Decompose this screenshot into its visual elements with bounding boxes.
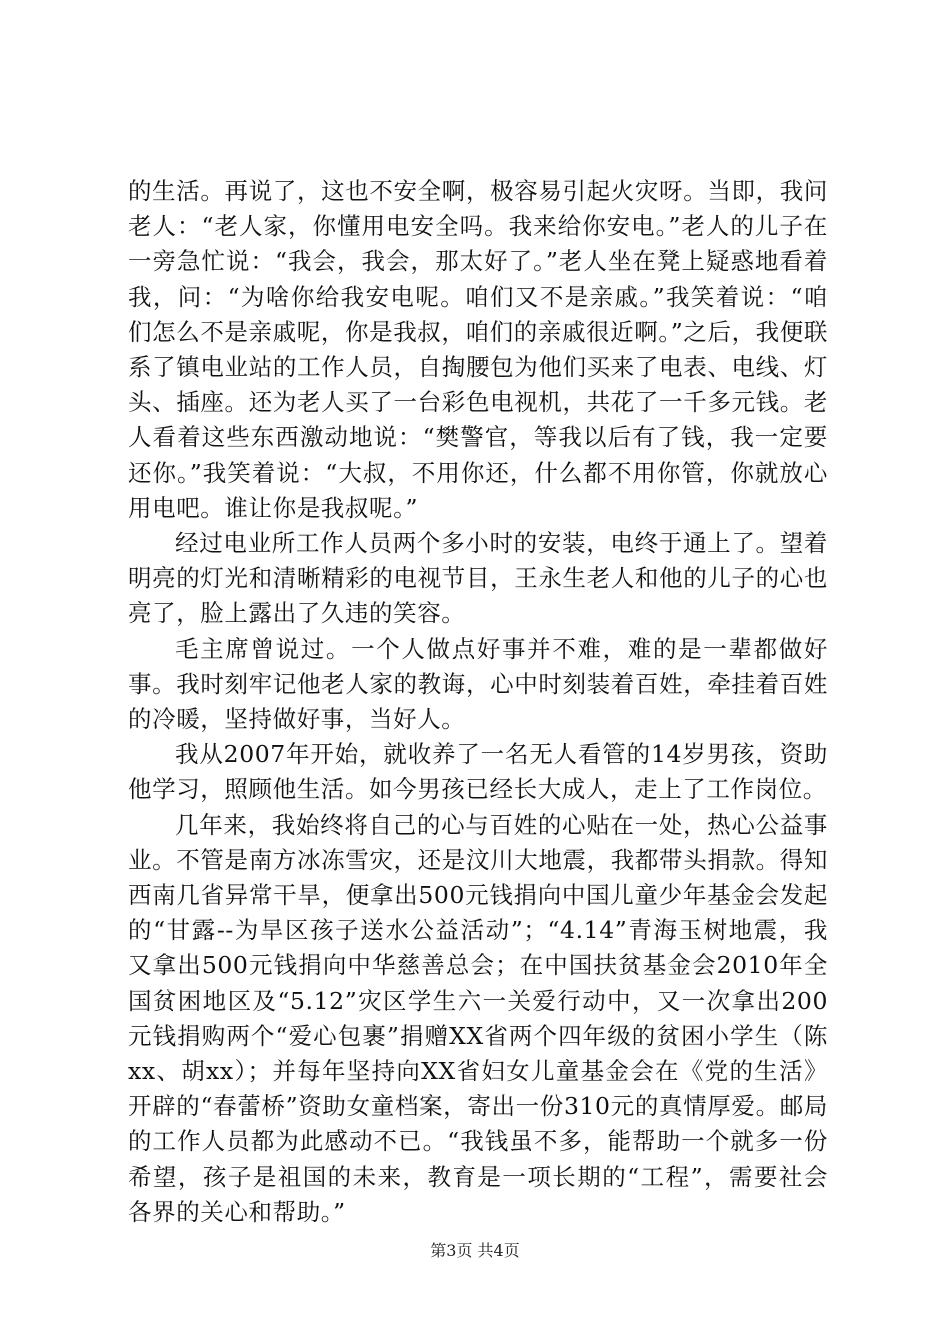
paragraph-1: 的生活。再说了，这也不安全啊，极容易引起火灾呀。当即，我问老人：“老人家，你懂用电安全吗。我来给你安电。”老人的儿子在一旁急忙说：“我会，我会，那太好了。”老人坐在凳上疑惑地看着我，问：“为啥你给我安电呢。咱们又不是亲戚。”我笑着说：“咱们怎么不是亲戚呢，你是我叔，咱们的亲戚很近啊。”之后，我便联系了镇电业站的工作人员，自掏腰包为他们买来了电表、电线、灯头、插座。还为老人买了一台彩色电视机，共花了一千多元钱。老人看着这些东西激动地说：“樊警官，等我以后有了钱，我一定要还你。”我笑着说：“大叔，不用你还，什么都不用你管，你就放心用电吧。谁让你是我叔呢。” bbox=[128, 177, 828, 522]
page-footer: 第3页 共4页 bbox=[430, 1241, 520, 1260]
paragraph-5: 几年来，我始终将自己的心与百姓的心贴在一处，热心公益事业。不管是南方冰冻雪灾，还是汶川大地震，我都带头捐款。得知西南几省异常干旱，便拿出500元钱捐向中国儿童少年基金会发起的“甘露--为旱区孩子送水公益活动”；“4.14”青海玉树地震，我又拿出500元钱捐向中华慈善总会；在中国扶贫基金会2010年全国贫困地区及“5.12”灾区学生六一关爱行动中，又一次拿出200元钱捐购两个“爱心包裹”捐赠XX省两个四年级的贫困小学生（陈xx、胡xx）；并每年坚持向XX省妇女儿童基金会在《党的生活》开辟的“春蕾桥”资助女童档案，寄出一份310元的真情厚爱。邮局的工作人员都为此感动不已。“我钱虽不多，能帮助一个就多一份希望，孩子是祖国的未来，教育是一项长期的“工程”，需要社会各界的关心和帮助。” bbox=[128, 810, 828, 1226]
paragraph-3: 毛主席曾说过。一个人做点好事并不难，难的是一辈都做好事。我时刻牢记他老人家的教诲，心中时刻装着百姓，牵挂着百姓的冷暖，坚持做好事，当好人。 bbox=[128, 634, 828, 734]
document-body bbox=[128, 174, 828, 1230]
paragraph-4: 我从2007年开始，就收养了一名无人看管的14岁男孩，资助他学习，照顾他生活。如今男孩已经长大成人，走上了工作岗位。 bbox=[128, 740, 828, 804]
paragraph-2: 经过电业所工作人员两个多小时的安装，电终于通上了。望着明亮的灯光和清晰精彩的电视节目，王永生老人和他的儿子的心也亮了，脸上露出了久违的笑容。 bbox=[128, 529, 828, 628]
